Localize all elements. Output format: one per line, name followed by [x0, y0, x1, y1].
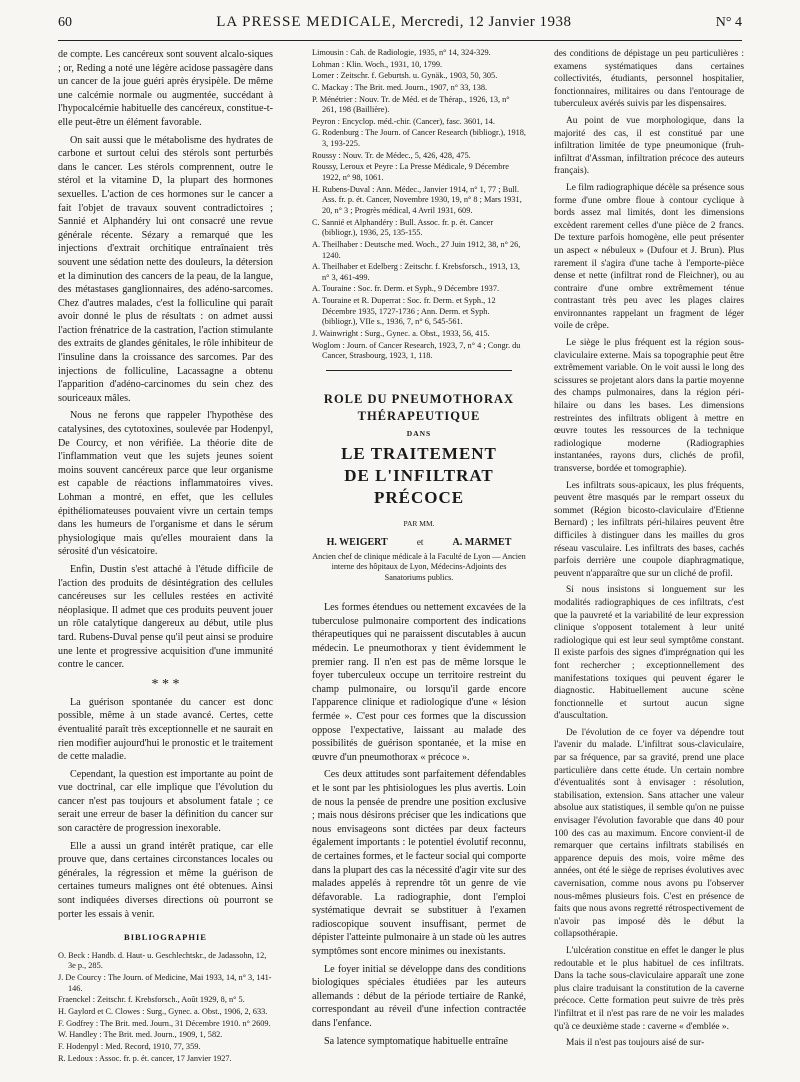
issue-number: N° 4: [715, 15, 742, 30]
byline-prefix: PAR MM.: [403, 518, 435, 528]
column-middle: [312, 48, 526, 1052]
bibliography-entry: P. Ménétrier : Nouv. Tr. de Méd. et de Thérap., 1926, 13, n° 261, 198 (Baillière).: [312, 94, 510, 115]
bibliography-entry: A. Touraine : Soc. fr. Derm. et Syph., 9 Décembre 1937.: [312, 284, 500, 294]
author-name: H. WEIGERT: [326, 537, 388, 549]
page-header: [58, 14, 742, 41]
paragraph: L'ulcération constitue en effet le danger le plus redoutable et le plus habituel de ces infiltrats. Dans la tache sous-claviculaire apparaît une zone plus claire traduisant la constitution de la caverne précoce. Cette formation peut suivre de très près l'infiltrat et il n'est pas rare de ne voir les malades qu'à ce deuxième stade : caverne « d'emblée ».: [554, 945, 744, 1032]
author-connector: et: [416, 537, 424, 548]
authors: [312, 536, 526, 550]
section-separator: * * *: [151, 676, 180, 692]
paragraph: Ces deux attitudes sont parfaitement défendables et le sont par les phtisiologues les plus avertis. Loin de nous la pensée de prendre une position exclusive ; mais nous désirons préciser que les indications que nous envisageons sont dictées par deux facteurs également importants : le potentiel évolutif reconnu, de certaines formes, et le facteur social qui comporte dans la plupart des cas la nécessité d'agir vite sur des malades appelés à reprendre tôt un genre de vie défavorable. La radiographie, dont l'emploi systématique devrait se substituer à l'examen radioscopique souvent insuffisant, permet de dépister l'atteinte pulmonaire à un stade où les autres symptômes sont encore minimes ou inexistants.: [312, 769, 526, 958]
author-affiliation: Ancien chef de clinique médicale à la Faculté de Lyon — Ancien interne des hôpitaux de Lyon, Médecins-Adjoints des Sanatoriums publics.: [312, 551, 526, 582]
paragraph: des conditions de dépistage un peu particulières : examens systématiques dans certaines collectivités, étudiants, personnel hospitalier, fonctionnaires, militaires ou dans l'entourage de tuberculeux avérés suivis par les dispensaires.: [554, 49, 744, 110]
bibliography-entry: O. Beck : Handb. d. Haut- u. Geschlechtskr., de Jadassohn, 12, 3e p., 285.: [58, 950, 267, 971]
paragraph: Mais il n'est pas toujours aisé de sur-: [566, 1038, 705, 1049]
paragraph: On sait aussi que le métabolisme des hydrates de carbone et surtout celui des stérols sont perturbés dans le cancer. Les stérols comprennent, outre le stérol et la vitamine D, la plupart des hormones sexuelles. L'action de ces hormones sur le cancer a fait l'objet de travaux souvent contradictoires ; Sannié et Alphandéry lui ont consacré une revue générale récente. Sézary a remarqué que les injections d'extrait orchitique entraînaient très souvent une sédation nette des douleurs, la détersion et la diminution des cancers de la peau, de la langue, des métastases ganglionnaires, des adéno-sarcomes. Chez d'autres malades, c'est la folliculine qui paraît avoir donné le plus de résultats : on admet aussi l'action frénatrice de la castration, l'action stimulante des extraits de glandes génitales, le rôle inhibiteur de l'insuline dans la croissance des sarcomes. Par des injections de folliculine, Lacassagne a obtenu l'apparition d'adéno-carcinomes du sein chez des souriceaux mâles.: [58, 134, 273, 404]
bibliography-entry: W. Handley : The Brit. med. Journ., 1909, 1, 582.: [58, 1030, 223, 1040]
title-line: DE L'INFILTRAT PRÉCOCE: [344, 465, 494, 507]
bibliography-entry: Roussy, Leroux et Peyre : La Presse Médicale, 9 Décembre 1922, n° 98, 1061.: [312, 162, 509, 183]
paragraph: Le film radiographique décèle sa présence sous forme d'une ombre floue à contour cyclique à bords assez mal limités, dont les dimensions excèdent rarement celles d'une pièce de 2 francs. De texture parfois homogène, elle peut présenter un aspect « nébuleux » (Dufour et J. Brun). Plus rarement il s'agira d'une tache à l'emporte-pièce dense et nette (infiltrat rond de Fleichner), ou au contraire d'une ombre extrêmement ténue contrastant très peu avec les plages claires environnantes rappelant un fragment de léger voile de crêpe.: [554, 182, 744, 332]
bibliography-entry: J. De Courcy : The Journ. of Medicine, Mai 1933, 14, n° 3, 141-146.: [58, 973, 272, 993]
paragraph: De l'évolution de ce foyer va dépendre tout l'avenir du malade. L'infiltrat sous-claviculaire, par sa fréquence, par sa gravité, prend une place particulière dans cette étude. Un certain nombre d'éventualités sont à envisager : résolution, stabilisation, extension. Sans attacher une valeur absolue aux statistiques, il semble qu'on ne puisse envisager l'évolution favorable que dans 40 pour 100 des cas au maximum. Encore convient-il de remarquer que certains infiltrats stabilisés en apparence depuis des mois, voire même des années, ont été le siège de reprises évolutives avec cavernisation, comme nous avons pu l'observer nous-mêmes plusieurs fois. C'est en présence de faits que nous avons regretté rétrospectivement de n'avoir pas imposé dès le début la collapsothérapie.: [554, 727, 744, 940]
paragraph: Le foyer initial se développe dans des conditions biologiques spéciales étudiées par les auteurs allemands : début de la période tertiaire de Ranké, correspondant au réveil d'une infection contractée dans l'enfance.: [312, 963, 526, 1030]
title-line: THÉRAPEUTIQUE: [357, 408, 481, 423]
paragraph: Au point de vue morphologique, dans la majorité des cas, il est constitué par une infiltration limitée de type pneumonique (fruh-infiltrat d'Assman, infiltration précoce des auteurs français).: [554, 115, 744, 177]
bibliography-entry: Woglom : Journ. of Cancer Research, 1923, 7, n° 4 ; Congr. du Cancer, Strasbourg, 1923, 1, 118.: [312, 340, 521, 361]
bibliography-entry: H. Gaylord et C. Clowes : Surg., Gynec. a. Obst., 1906, 2, 633.: [58, 1007, 268, 1017]
bibliography-entry: H. Rubens-Duval : Ann. Médec., Janvier 1914, n° 1, 77 ; Bull. Ass. fr. p. ét. Cancer, Novembre 1930, 19, n° 8 ; Mars 1931, 20, n° 3 ; Progrès médical, 4 Avril 1931, 609.: [312, 184, 522, 215]
paragraph: Cependant, la question est importante au point de vue doctrinal, car elle implique que l'évolution du cancer n'est pas toujours et absolument fatale ; ce serait une erreur de baser la définition du cancer sur son caractère de progression inexorable.: [58, 768, 273, 835]
title-line: ROLE DU PNEUMOTHORAX: [323, 391, 515, 406]
column-left: [58, 48, 273, 1065]
issue-date: Mercredi, 12 Janvier 1938: [400, 14, 572, 30]
paragraph: Sa latence symptomatique habituelle entraîne: [324, 1035, 508, 1047]
article-divider: [326, 370, 512, 371]
paragraph: Enfin, Dustin s'est attaché à l'étude difficile de l'action des produits de désintégration des cellules cancéreuses sur les cellules restées en activité néoplasique. Il admet que ces produits peuvent jouer un rôle catalytique dangereux au début, utile plus tard. Rubens-Duval pense qu'il peut ainsi se produire une lente et progressive acquisition d'une immunité contre le cancer.: [58, 563, 273, 671]
paragraph: Elle a aussi un grand intérêt pratique, car elle prouve que, dans certaines circonstances locales ou générales, la régression et même la guérison de certaines tumeurs malignes ont été obtenues. Ainsi sont indiquées diverses directions où pourront se porter les essais à venir.: [58, 840, 273, 920]
bibliography-entry: A. Touraine et R. Duperrat : Soc. fr. Derm. et Syph., 12 Décembre 1935, 1727-1736 ; Ann. Derm. et Syph. (bibliogr.), VIIe s., 1936, 7, n° 6, 545-561.: [312, 296, 496, 327]
title-line: LE TRAITEMENT: [341, 443, 497, 463]
title-connector: DANS: [406, 428, 432, 438]
paragraph: Le siège le plus fréquent est la région sous-claviculaire externe. Mais sa topographie peut être extrêmement variable. On le voit aussi le long des scissures se projetant alors dans la partie moyenne des champs pulmonaires, dans la région péri-hilaire ou dans les bases. Les dimensions restreintes des infiltrats obligent à mettre en œuvre toutes les ressources de la technique radiologique moderne (Radiographies instantanées, rayons durs, clichés de profil, transverse, bordée et tomographie).: [554, 338, 744, 474]
page-number: 60: [58, 15, 72, 30]
bibliography-entry: Fraenckel : Zeitschr. f. Krebsforsch., Août 1929, 8, n° 5.: [58, 995, 245, 1005]
bibliography-entry: J. Wainwright : Surg., Gynec. a. Obst., 1933, 56, 415.: [312, 329, 490, 339]
bibliography-entry: Peyron : Encyclop. méd.-chir. (Cancer), fasc. 3601, 14.: [312, 116, 495, 126]
paragraph: Nous ne ferons que rappeler l'hypothèse des catalysines, des cytotoxines, soulevée par Hodenpyl, De Courcy, et non vérifiée. La théorie dite de l'inflammation veut que les sujets jeunes soient moins souvent cancéreux parce que leur organisme est capable de réactions inflammatoires vives. Lohman a montré, en effet, que les cellules épithéliomateuses pouvaient vivre un certain temps dans les humeurs de l'organisme et dans le sérum physiologique mais qu'elles mouraient dans la sérosité d'un vésicatoire.: [58, 410, 273, 558]
paragraph: de compte. Les cancéreux sont souvent alcalo-siques ; or, Reding a noté une légère acidose passagère dans un cancer de la joue guéri après érysipèle. De même une calcémie normale ou augmentée, succédant à l'hypocalcémie habituelle des cancéreux, constitue-t-elle peut-être un élément favorable.: [58, 49, 273, 128]
bibliography-entry: Limousin : Cah. de Radiologie, 1935, n° 14, 324-329.: [312, 48, 491, 57]
bibliography-entry: A. Theilhaber et Edelberg : Zeitschr. f. Krebsforsch., 1913, 13, n° 3, 461-499.: [312, 262, 520, 282]
author-name: A. MARMET: [452, 537, 512, 549]
paragraph: Les formes étendues ou nettement excavées de la tuberculose pulmonaire comportent des indications thérapeutiques qui ne paraissent discutables à aucun médecin. Le pneumothorax y tient évidemment le premier rang. Il n'en est pas de même lorsque le foyer tuberculeux occupe un territoire restreint du champ pulmonaire, ou lorsqu'il garde encore l'apparence clinique et radiologique d'une « lésion fermée ». C'est pour ces formes que la discussion oppose l'expectative, laissant au malade des possibilités de guérison spontanée, et la mise en œuvre d'un pneumothorax « précoce ».: [312, 602, 526, 763]
bibliography-list: [312, 48, 526, 362]
journal-name: LA PRESSE MEDICALE,: [216, 14, 397, 30]
bibliography-entry: F. Godfrey : The Brit. med. Journ., 31 Décembre 1910. n° 2609.: [58, 1018, 271, 1028]
bibliography-entry: Lohman : Klin. Woch., 1931, 10, 1799.: [312, 59, 443, 69]
bibliography-entry: G. Rodenburg : The Journ. of Cancer Research (bibliogr.), 1918, 3, 193-225.: [312, 128, 526, 149]
journal-title: [216, 14, 571, 31]
column-right: [554, 48, 744, 1054]
bibliography-list: [58, 951, 273, 1064]
bibliography-entry: R. Ledoux : Assoc. fr. p. ét. cancer, 17 Janvier 1927.: [58, 1053, 232, 1063]
paragraph: La guérison spontanée du cancer est donc possible, même à un stade avancé. Certes, cette éventualité paraît très exceptionnelle et ne saurait en rien modifier aujourd'hui le pronostic et le traitement de cette maladie.: [58, 696, 273, 763]
bibliography-entry: Lomer : Zeitschr. f. Geburtsh. u. Gynäk., 1903, 50, 305.: [312, 71, 498, 81]
article-title: [312, 391, 526, 530]
bibliography-entry: A. Theilhaber : Deutsche med. Woch., 27 Juin 1912, 38, n° 26, 1240.: [312, 239, 521, 260]
paragraph: Si nous insistons si longuement sur les modalités radiographiques de ces infiltrats, c'est que la pauvreté et la variabilité de leur expression clinique s'opposent totalement à leur unité radiologique qui est leur seul symptôme constant. Il existe parfois des signes d'imprégnation qui les font rechercher ; exceptionnellement des manifestations toxiques qui peuvent égarer le diagnostic. Habituellement aucune scène fonctionnelle et surtout aucun signe d'auscultation.: [554, 585, 744, 722]
bibliography-entry: Roussy : Nouv. Tr. de Médec., 5, 426, 428, 475.: [312, 150, 471, 160]
bibliography-heading: BIBLIOGRAPHIE: [124, 932, 207, 943]
paragraph: Les infiltrats sous-apicaux, les plus fréquents, peuvent être masqués par le rempart osseux du sommet (Région bicosto-claviculaire d'Etienne Bernard) ; les infiltrats péri-hilaires peuvent être difficiles à distinguer dans les mailles du gros réseau vasculaire. Les infiltrats des bases, cachés parfois derrière une coupole diaphragmatique, peuvent n'apparaître que sur un cliché de profil.: [554, 480, 744, 579]
bibliography-entry: C. Mackay : The Brit. med. Journ., 1907, n° 33, 138.: [312, 82, 488, 92]
bibliography-entry: C. Sannié et Alphandéry : Bull. Assoc. fr. p. ét. Cancer (bibliogr.), 1936, 25, 135-155.: [312, 217, 494, 238]
bibliography-entry: F. Hodenpyl : Med. Record, 1910, 77, 359.: [58, 1041, 201, 1051]
